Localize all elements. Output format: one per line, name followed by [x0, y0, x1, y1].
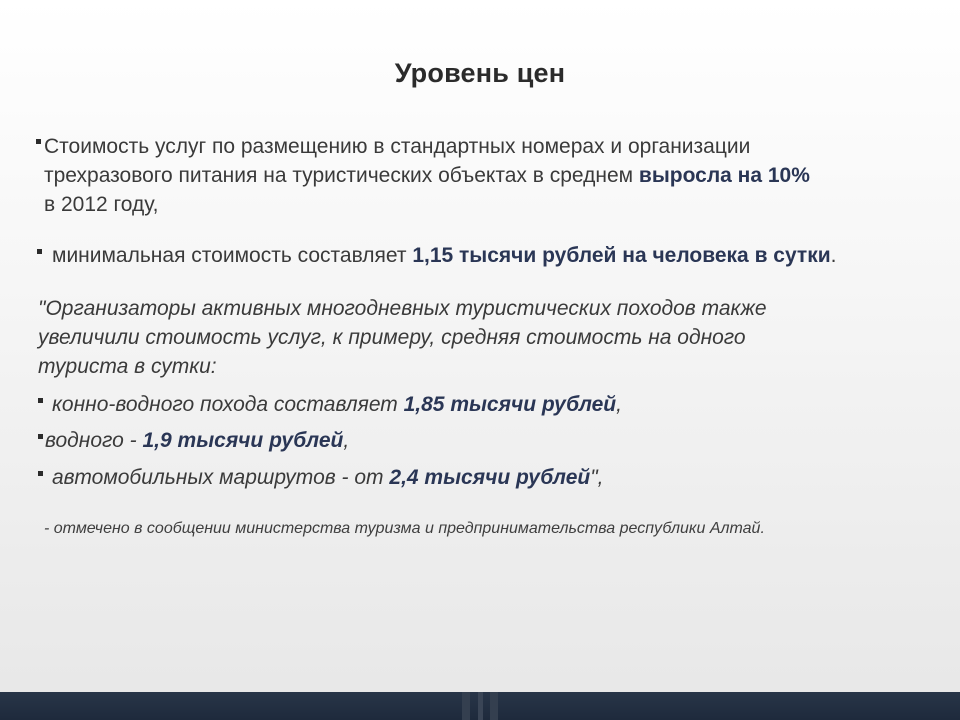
- source-note: - отмечено в сообщении министерства туризма и предпринимательства республики Алтай.: [44, 520, 765, 537]
- paragraph-price-growth: [44, 132, 750, 161]
- list-item-car-routes: [52, 463, 604, 492]
- paragraph-min-cost: [52, 241, 836, 270]
- min-cost-tail: .: [830, 244, 837, 267]
- quote-line-1: "Организаторы активных многодневных туристических походов также: [38, 297, 767, 320]
- paragraph-line-3: в 2012 году,: [44, 193, 159, 216]
- horse-water-text: конно-водного похода составляет: [52, 393, 398, 416]
- list-item-horse-water-trip: [52, 390, 622, 419]
- footer-stripe: [462, 692, 470, 720]
- emphasis-horse-water: 1,85 тысячи рублей: [403, 393, 617, 416]
- list-item-water-trip: [45, 426, 349, 455]
- water-tail: ,: [343, 429, 350, 452]
- bullet-icon: [37, 249, 42, 254]
- paragraph-price-growth-line-3: [44, 190, 158, 219]
- car-routes-tail: ",: [590, 466, 604, 489]
- quote-line-3: туриста в сутки:: [38, 355, 217, 378]
- water-text: водного -: [45, 429, 137, 452]
- quote-line-2: увеличили стоимость услуг, к примеру, средняя стоимость на одного: [38, 326, 746, 349]
- bullet-icon: [38, 434, 43, 439]
- emphasis-car-routes: 2,4 тысячи рублей: [389, 466, 591, 489]
- paragraph-line-1: Стоимость услуг по размещению в стандартных номерах и организации: [44, 135, 751, 158]
- bullet-icon: [38, 398, 43, 403]
- footer-stripe: [490, 692, 498, 720]
- footer-stripe: [478, 692, 483, 720]
- bullet-icon: [36, 139, 41, 144]
- bullet-icon: [38, 471, 43, 476]
- horse-water-tail: ,: [616, 393, 622, 416]
- min-cost-text: минимальная стоимость составляет: [52, 244, 407, 267]
- paragraph-price-growth-line-2: [44, 161, 810, 190]
- car-routes-text: автомобильных маршрутов - от: [52, 466, 384, 489]
- slide-title: Уровень цен: [394, 58, 566, 88]
- footer-band: [0, 692, 960, 720]
- paragraph-line-2: трехразового питания на туристических объектах в среднем: [44, 164, 634, 187]
- emphasis-water: 1,9 тысячи рублей: [142, 429, 344, 452]
- emphasis-min-cost: 1,15 тысячи рублей на человека в сутки: [412, 244, 831, 267]
- emphasis-growth: выросла на 10%: [638, 164, 810, 187]
